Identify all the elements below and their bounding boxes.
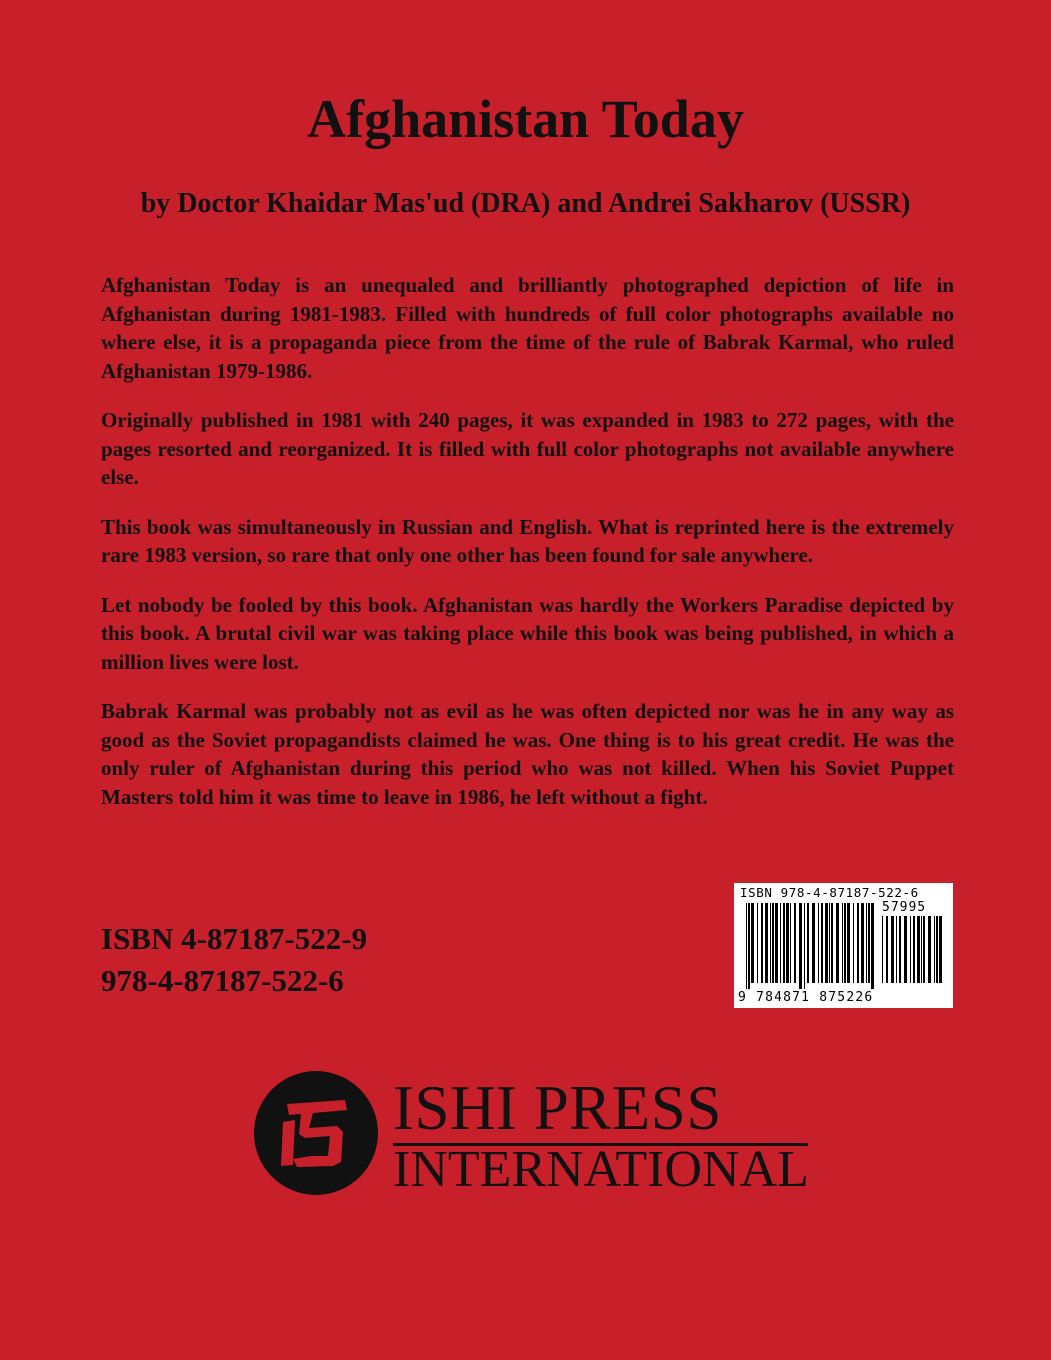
barcode xyxy=(734,883,953,1008)
book-authors: by Doctor Khaidar Mas'ud (DRA) and Andrei Sakharov (USSR) xyxy=(140,188,911,219)
description-paragraph: Afghanistan Today is an unequaled and brilliantly photographed depiction of life in Afghanistan during 1981-1983. Filled with hundreds of full color photographs available no where else, it is a propaganda piece from the time of the rule of Babrak Karmal, who ruled Afghanistan 1979-1986. xyxy=(101,273,954,383)
isbn-block xyxy=(101,918,367,1002)
barcode-digits: 9 784871 875226 xyxy=(738,990,874,1005)
barcode-bars xyxy=(746,903,876,989)
stone-emblem-icon xyxy=(253,1070,379,1196)
publisher-name: ISHI PRESS xyxy=(393,1073,722,1143)
publisher-logo xyxy=(253,1070,813,1210)
description-paragraph: This book was simultaneously in Russian and English. What is reprinted here is the extremely rare 1983 version, so rare that only one other has been found for sale anywhere. xyxy=(101,514,954,567)
book-description xyxy=(101,271,954,832)
isbn-13: 978-4-87187-522-6 xyxy=(101,963,344,998)
description-paragraph: Let nobody be fooled by this book. Afghanistan was hardly the Workers Paradise depicted by this book. A brutal civil war was taking place while this book was being published, in which a million lives were lost. xyxy=(101,592,954,674)
publisher-subname: INTERNATIONAL xyxy=(393,1141,809,1198)
book-title: Afghanistan Today xyxy=(307,89,744,149)
barcode-price-code: 57995 xyxy=(882,900,927,915)
isbn-10: ISBN 4-87187-522-9 xyxy=(101,921,368,956)
description-paragraph: Originally published in 1981 with 240 pages, it was expanded in 1983 to 272 pages, with the pages resorted and reorganized. It is filled with full color photographs not available anywhere else. xyxy=(101,408,954,489)
description-paragraph: Babrak Karmal was probably not as evil as he was often depicted nor was he in any way as good as the Soviet propagandists claimed he was. One thing is to his great credit. He was the only ruler of Afghanistan during this period who was not killed. When his Soviet Puppet Masters told him it was time to leave in 1986, he left without a fight. xyxy=(101,699,954,809)
barcode-isbn-text: ISBN 978-4-87187-522-6 xyxy=(740,885,919,900)
barcode-addon-bars xyxy=(882,916,944,989)
